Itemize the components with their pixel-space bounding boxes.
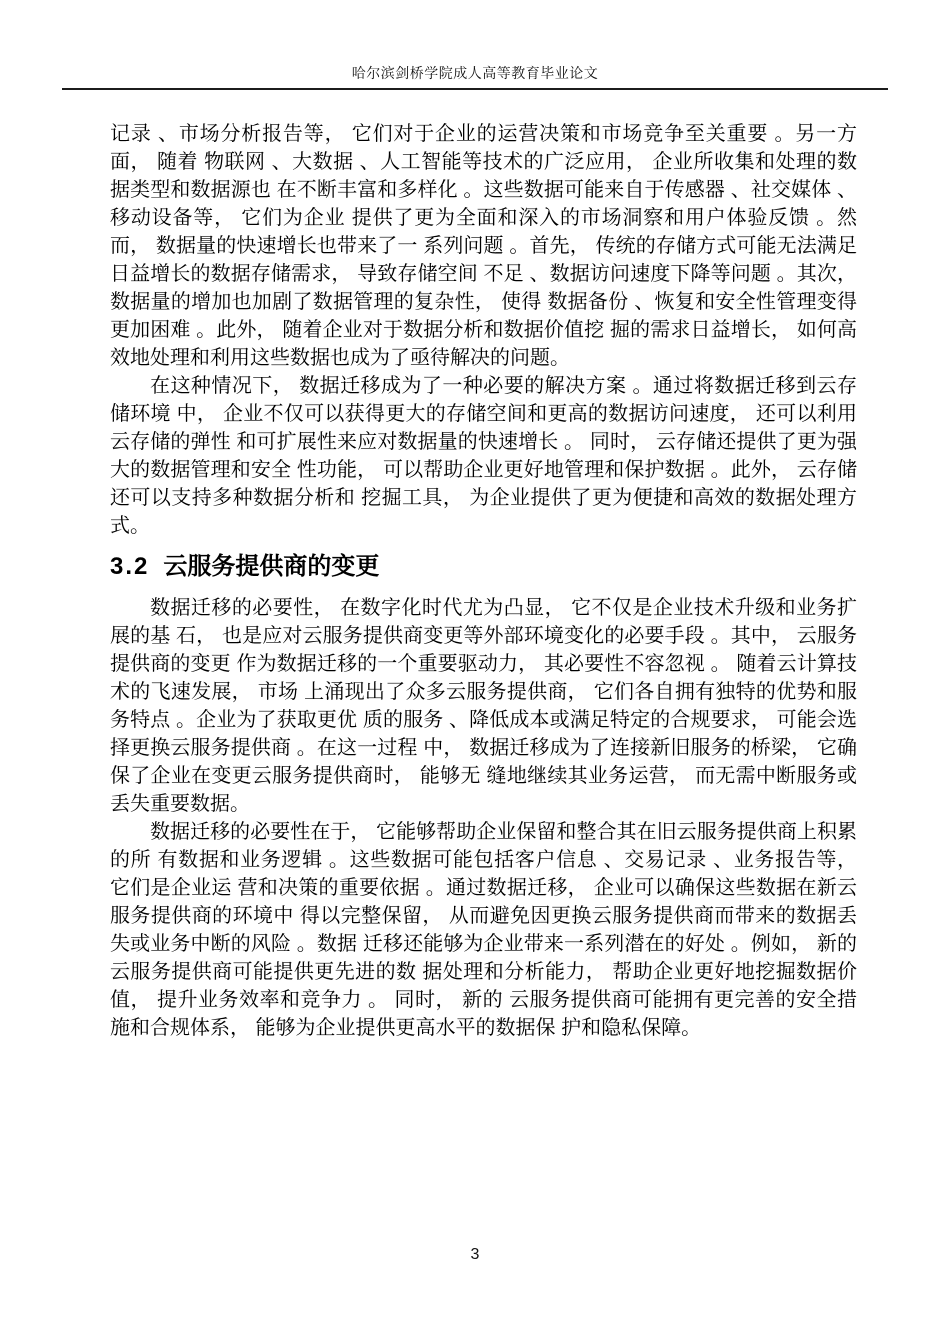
page-number: 3: [470, 1246, 480, 1263]
paragraph-data-migration-solution: 在这种情况下， 数据迁移成为了一种必要的解决方案 。通过将数据迁移到云存储环境 中， 企业不仅可以获得更大的存储空间和更高的数据访问速度， 还可以利用云存储的弹性 和可扩展性来应对数据量的快速增长 。 同时， 云存储还提供了更为强大的数据管理和安全 性功能， 可以帮助企业更好地管理和保护数据 。此外， 云存储还可以支持多种数据分析和 挖掘工具， 为企业提供了更为便捷和高效的数据处理方式。: [110, 375, 857, 537]
paragraph-migration-benefits: 数据迁移的必要性在于， 它能够帮助企业保留和整合其在旧云服务提供商上积累的所 有数据和业务逻辑 。这些数据可能包括客户信息 、交易记录 、业务报告等， 它们是企业运 营和决策的重要依据 。通过数据迁移， 企业可以确保这些数据在新云服务提供商的环境中 得以完整保留， 从而避免因更换云服务提供商而带来的数据丢失或业务中断的风险 。数据 迁移还能够为企业带来一系列潜在的好处 。例如， 新的云服务提供商可能提供更先进的数 据处理和分析能力， 帮助企业更好地挖掘数据价值， 提升业务效率和竞争力 。 同时， 新的 云服务提供商可能拥有更完善的安全措施和合规体系， 能够为企业提供更高水平的数据保 护和隐私保障。: [110, 821, 857, 1039]
paragraph-continuation: 记录 、市场分析报告等， 它们对于企业的运营决策和市场竞争至关重要 。另一方面， 随着 物联网 、大数据 、人工智能等技术的广泛应用， 企业所收集和处理的数据类型和数据源也 在不断丰富和多样化 。这些数据可能来自于传感器 、社交媒体 、移动设备等， 它们为企业 提供了更为全面和深入的市场洞察和用户体验反馈 。然而， 数据量的快速增长也带来了一 系列问题 。首先， 传统的存储方式可能无法满足日益增长的数据存储需求， 导致存储空间 不足 、数据访问速度下降等问题 。其次， 数据量的增加也加剧了数据管理的复杂性， 使得 数据备份 、恢复和安全性管理变得更加困难 。此外， 随着企业对于数据分析和数据价值挖 掘的需求日益增长， 如何高效地处理和利用这些数据也成为了亟待解决的问题。: [110, 123, 857, 369]
header-title: 哈尔滨剑桥学院成人高等教育毕业论文: [351, 65, 599, 81]
document-body: [110, 90, 857, 1042]
page-header: [62, 0, 888, 90]
paragraph-provider-change-necessity: 数据迁移的必要性， 在数字化时代尤为凸显， 它不仅是企业技术升级和业务扩展的基 石， 也是应对云服务提供商变更等外部环境变化的必要手段 。其中， 云服务提供商的变更 作为数据迁移的一个重要驱动力， 其必要性不容忽视 。 随着云计算技术的飞速发展， 市场 上涌现出了众多云服务提供商， 它们各自拥有独特的优势和服务特点 。企业为了获取更优 质的服务 、降低成本或满足特定的合规要求， 可能会选择更换云服务提供商 。在这一过程 中， 数据迁移成为了连接新旧服务的桥梁， 它确保了企业在变更云服务提供商时， 能够无 缝地继续其业务运营， 而无需中断服务或丢失重要数据。: [110, 597, 857, 815]
section-heading-number: 3.2: [110, 553, 150, 580]
section-heading-title: 云服务提供商的变更: [163, 553, 380, 580]
page-footer: [0, 1246, 950, 1264]
section-heading: [110, 549, 857, 585]
